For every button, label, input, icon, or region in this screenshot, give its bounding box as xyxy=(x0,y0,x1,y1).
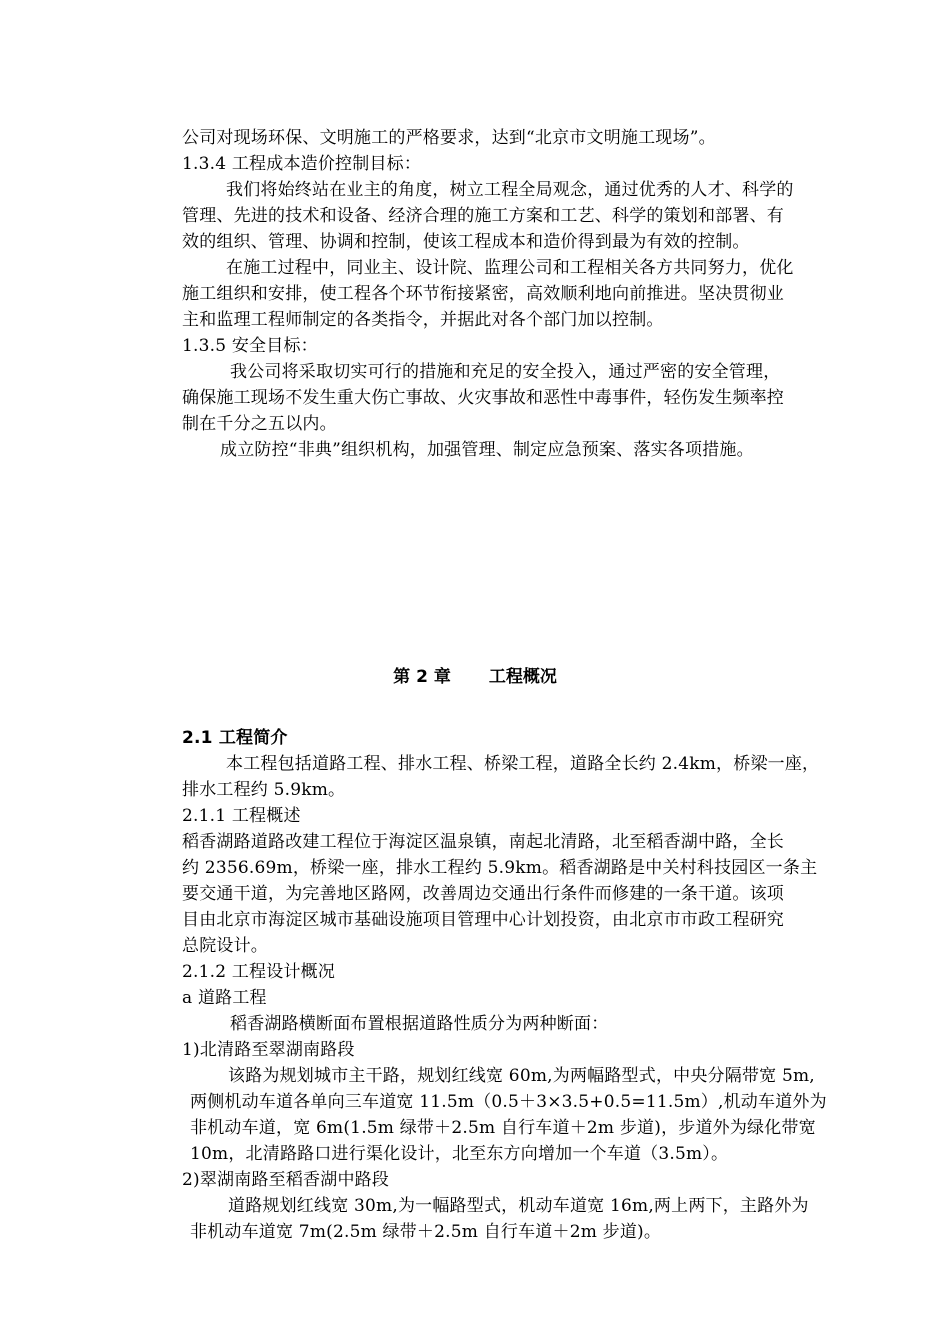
paragraph-line: 排水工程约 5.9km。 xyxy=(182,780,346,800)
paragraph-line: 两侧机动车道各单向三车道宽 11.5m（0.5＋3×3.5+0.5=11.5m）,机动车道外为 xyxy=(190,1092,827,1112)
paragraph-line: 制在千分之五以内。 xyxy=(182,414,337,434)
paragraph-line: 确保施工现场不发生重大伤亡事故、火灾事故和恶性中毒事件，轻伤发生频率控 xyxy=(182,388,784,408)
subsection-heading-2-1-2: 2.1.2 工程设计概况 xyxy=(182,962,336,982)
paragraph-line: 管理、先进的技术和设备、经济合理的施工方案和工艺、科学的策划和部署、有 xyxy=(182,206,784,226)
section-heading-1-3-5: 1.3.5 安全目标： xyxy=(182,336,318,356)
section-heading-1-3-4: 1.3.4 工程成本造价控制目标： xyxy=(182,154,422,174)
subsection-heading-2-1-1: 2.1.1 工程概述 xyxy=(182,806,301,826)
paragraph-line: 我公司将采取切实可行的措施和充足的安全投入，通过严密的安全管理， xyxy=(230,362,781,382)
chapter-number: 第 2 章 xyxy=(393,667,451,687)
paragraph-line: 目由北京市海淀区城市基础设施项目管理中心计划投资，由北京市市政工程研究 xyxy=(182,910,784,930)
paragraph-line: 总院设计。 xyxy=(182,936,268,956)
paragraph-line: 该路为规划城市主干路，规划红线宽 60m,为两幅路型式，中央分隔带宽 5m, xyxy=(228,1066,815,1086)
paragraph-line: 在施工过程中，同业主、设计院、监理公司和工程相关各方共同努力，优化 xyxy=(226,258,794,278)
paragraph-line: 公司对现场环保、文明施工的严格要求，达到“北京市文明施工现场”。 xyxy=(182,128,716,148)
paragraph-line: 成立防控“非典”组织机构，加强管理、制定应急预案、落实各项措施。 xyxy=(220,440,754,460)
paragraph-line: 要交通干道，为完善地区路网，改善周边交通出行条件而修建的一条干道。该项 xyxy=(182,884,784,904)
paragraph-line: 效的组织、管理、协调和控制，使该工程成本和造价得到最为有效的控制。 xyxy=(182,232,750,252)
paragraph-line: 道路规划红线宽 30m,为一幅路型式，机动车道宽 16m,两上两下，主路外为 xyxy=(228,1196,809,1216)
paragraph-line: 我们将始终站在业主的角度，树立工程全局观念，通过优秀的人才、科学的 xyxy=(226,180,794,200)
list-item-heading: 2)翠湖南路至稻香湖中路段 xyxy=(182,1170,390,1190)
paragraph-line: 本工程包括道路工程、排水工程、桥梁工程，道路全长约 2.4km，桥梁一座， xyxy=(226,754,820,774)
paragraph-line: 非机动车道宽 7m(2.5m 绿带＋2.5m 自行车道＋2m 步道)。 xyxy=(190,1222,662,1242)
paragraph-line: 约 2356.69m，桥梁一座，排水工程约 5.9km。稻香湖路是中关村科技园区一条主 xyxy=(182,858,818,878)
list-item-heading: 1)北清路至翠湖南路段 xyxy=(182,1040,355,1060)
paragraph-line: 主和监理工程师制定的各类指令，并据此对各个部门加以控制。 xyxy=(182,310,664,330)
paragraph-line: 稻香湖路道路改建工程位于海淀区温泉镇，南起北清路，北至稻香湖中路，全长 xyxy=(182,832,784,852)
item-heading-road: a 道路工程 xyxy=(182,988,267,1008)
chapter-title: 工程概况 xyxy=(488,667,557,687)
section-heading-2-1: 2.1 工程简介 xyxy=(182,728,288,748)
paragraph-line: 施工组织和安排，使工程各个环节衔接紧密，高效顺利地向前推进。坚决贯彻业 xyxy=(182,284,784,304)
chapter-heading xyxy=(0,662,950,687)
paragraph-line: 非机动车道，宽 6m(1.5m 绿带＋2.5m 自行车道＋2m 步道)，步道外为绿化带宽 xyxy=(190,1118,816,1138)
paragraph-line: 10m，北清路路口进行渠化设计，北至东方向增加一个车道（3.5m）。 xyxy=(190,1144,729,1164)
paragraph-line: 稻香湖路横断面布置根据道路性质分为两种断面： xyxy=(230,1014,609,1034)
